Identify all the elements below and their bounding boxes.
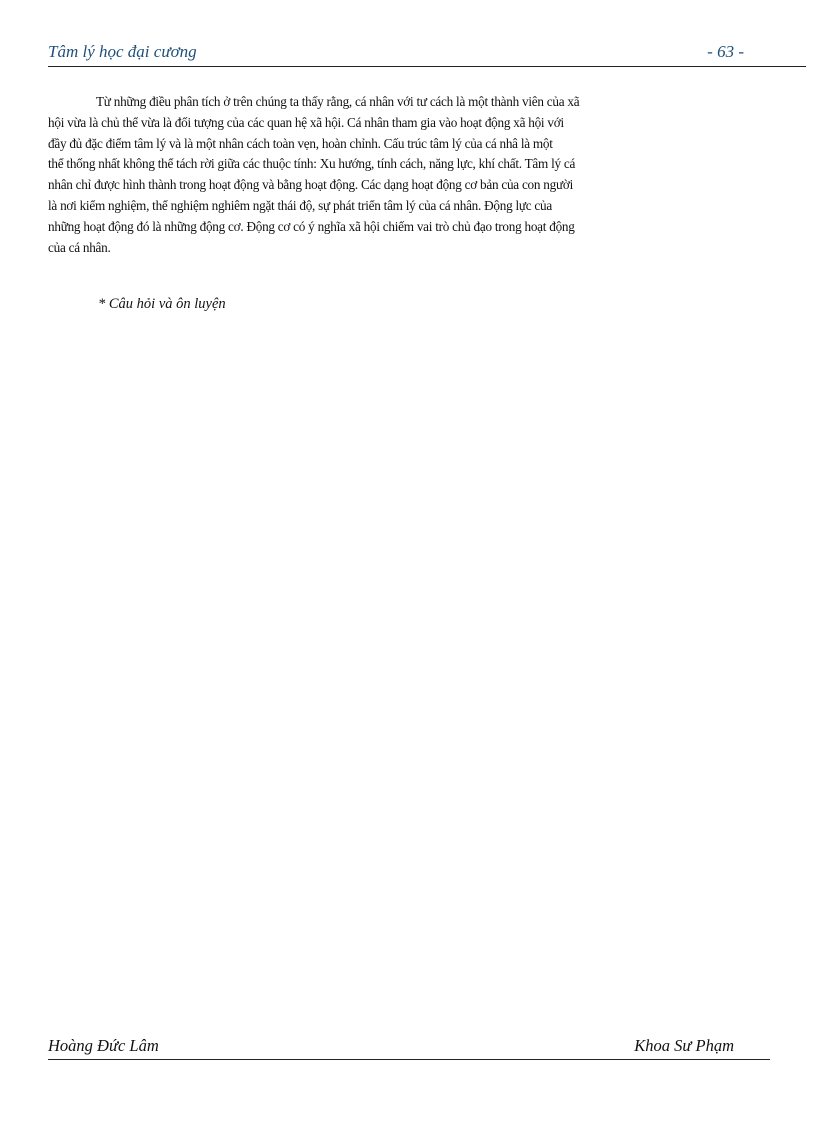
body-line: của cá nhân. [48, 239, 111, 255]
page-number: - 63 - [707, 42, 744, 61]
body-line: nhân chỉ được hình thành trong hoạt động và bằng hoạt động. Các dạng hoạt động cơ bản của con người [48, 177, 574, 193]
body-line: đầy đủ đặc điểm tâm lý và là một nhân cách toàn vẹn, hoàn chỉnh. Cấu trúc tâm lý của cá nhâ là một [48, 135, 553, 151]
footer-department: Khoa Sư Phạm [634, 1036, 734, 1055]
page-header [48, 42, 806, 67]
body-line: thể thống nhất không thể tách rời giữa các thuộc tính: Xu hướng, tính cách, năng lực, khí chất. Tâm lý cá [48, 156, 576, 172]
body-paragraph [48, 92, 638, 258]
body-line: những hoạt động đó là những động cơ. Động cơ có ý nghĩa xã hội chiếm vai trò chủ đạo trong hoạt động [48, 218, 575, 234]
page-footer [48, 1036, 770, 1060]
footer-author: Hoàng Đức Lâm [48, 1036, 159, 1055]
body-line: hội vừa là chủ thể vừa là đối tượng của các quan hệ xã hội. Cá nhân tham gia vào hoạt động xã hội với [48, 114, 564, 130]
section-heading: * Câu hỏi và ôn luyện [98, 296, 226, 312]
header-title: Tâm lý học đại cương [48, 42, 197, 61]
body-line: là nơi kiểm nghiệm, thể nghiệm nghiêm ngặt thái độ, sự phát triển tâm lý của cá nhân. Động lực của [48, 197, 552, 213]
body-line: Từ những điều phân tích ở trên chúng ta thấy rằng, cá nhân với tư cách là một thành viên của xã [96, 94, 580, 109]
